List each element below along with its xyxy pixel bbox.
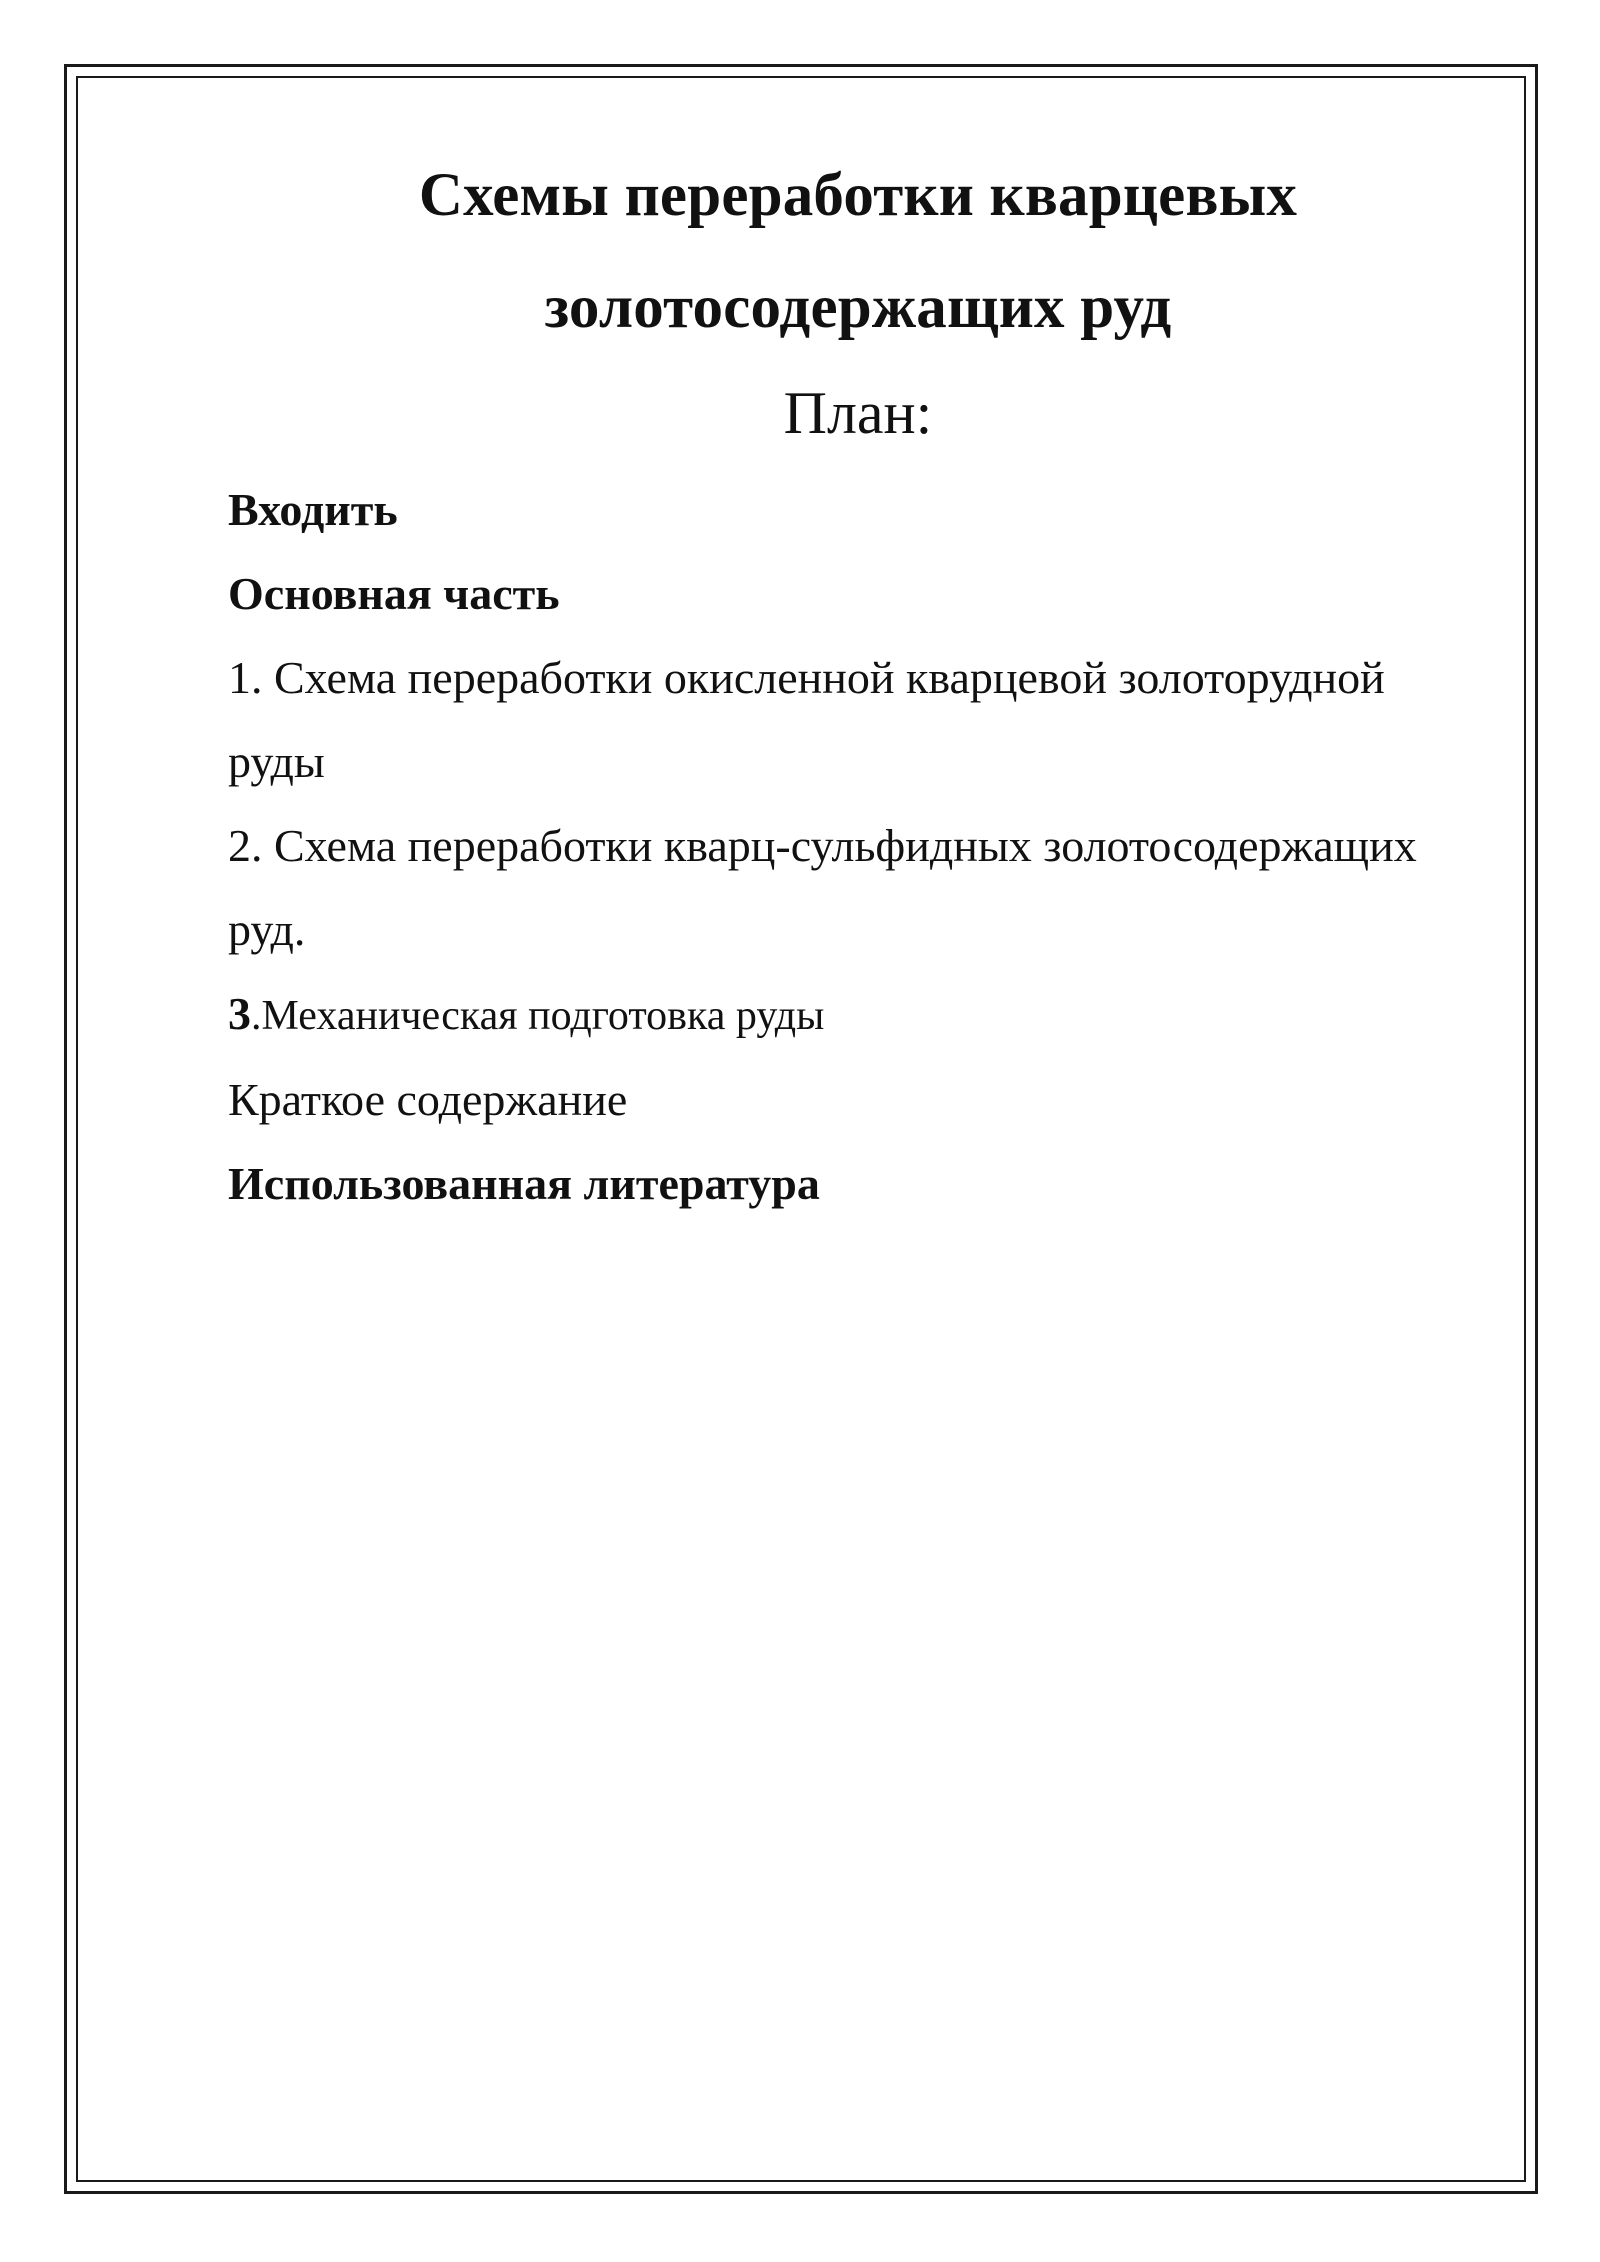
toc-item-summary: Краткое содержание [228,1074,628,1125]
toc-item-3 [228,972,1488,1058]
toc-item-3-number: 3 [228,988,251,1039]
document-title: Схемы переработки кварцевых золотосодержащих руд [418,162,1298,341]
toc-item-intro: Входить [228,484,398,535]
plan-heading: План: [783,380,933,446]
toc-item-2: 2. Схема переработки кварц-сульфидных золотосодержащих руд. [228,820,1417,955]
page-content [228,140,1488,1226]
table-of-contents [228,468,1488,1226]
toc-item-3-text: .Механическая подготовка руды [251,993,825,1039]
toc-item-main-part: Основная часть [228,568,560,619]
toc-item-references: Использованная литература [228,1158,820,1209]
toc-item-1: 1. Схема переработки окисленной кварцевой золоторудной руды [228,652,1385,787]
